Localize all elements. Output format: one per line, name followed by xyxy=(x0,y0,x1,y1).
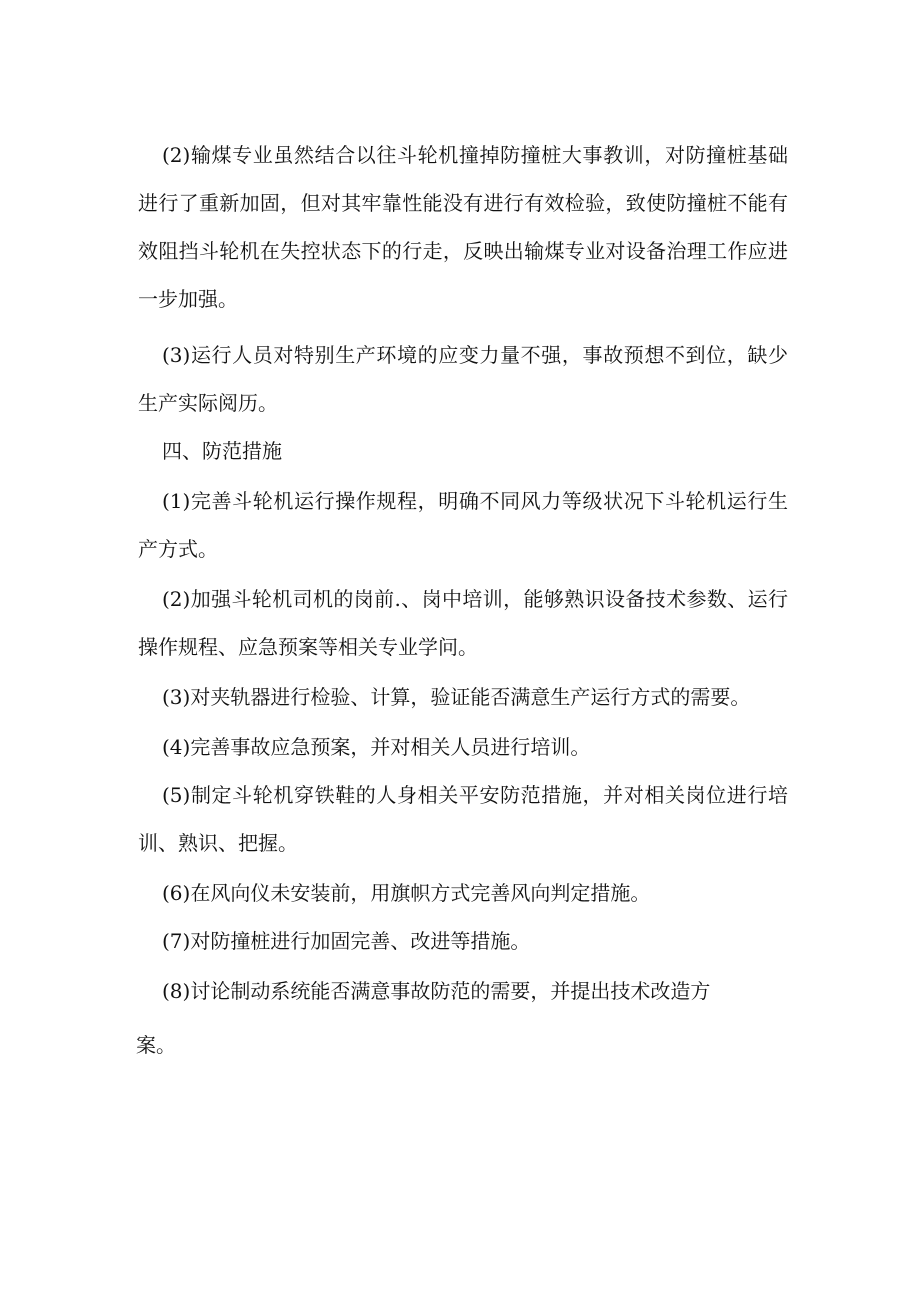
paragraph-measure-7: (7)对防撞桩进行加固完善、改进等措施。 xyxy=(162,929,531,953)
paragraph-cause-2: (2)输煤专业虽然结合以往斗轮机撞掉防撞桩大事教训，对防撞桩基础进行了重新加固，但对其牢靠性能没有进行有效检验，致使防撞桩不能有效阻挡斗轮机在失控状态下的行走，反映出输煤专业对设备治理工作应进一步加强。 xyxy=(138,143,788,311)
paragraph-measure-8: (8)讨论制动系统能否满意事故防范的需要，并提出技术改造方 xyxy=(162,979,711,1003)
paragraph-measure-2: (2)加强斗轮机司机的岗前.、岗中培训，能够熟识设备技术参数、运行操作规程、应急预案等相关专业学问。 xyxy=(138,587,788,659)
paragraph-measure-5: (5)制定斗轮机穿铁鞋的人身相关平安防范措施，并对相关岗位进行培训、熟识、把握。 xyxy=(138,783,788,855)
paragraph-measure-1: (1)完善斗轮机运行操作规程，明确不同风力等级状况下斗轮机运行生产方式。 xyxy=(138,489,788,561)
paragraph-measure-3: (3)对夹轨器进行检验、计算，验证能否满意生产运行方式的需要。 xyxy=(162,685,751,709)
paragraph-measure-4: (4)完善事故应急预案，并对相关人员进行培训。 xyxy=(162,735,591,759)
paragraph-cause-3: (3)运行人员对特别生产环境的应变力量不强，事故预想不到位，缺少生产实际阅历。 xyxy=(138,343,788,415)
section-heading-prevention: 四、防范措施 xyxy=(162,439,282,463)
paragraph-measure-6: (6)在风向仪未安装前，用旗帜方式完善风向判定措施。 xyxy=(162,881,651,905)
paragraph-measure-8-continuation: 案。 xyxy=(136,1033,176,1057)
